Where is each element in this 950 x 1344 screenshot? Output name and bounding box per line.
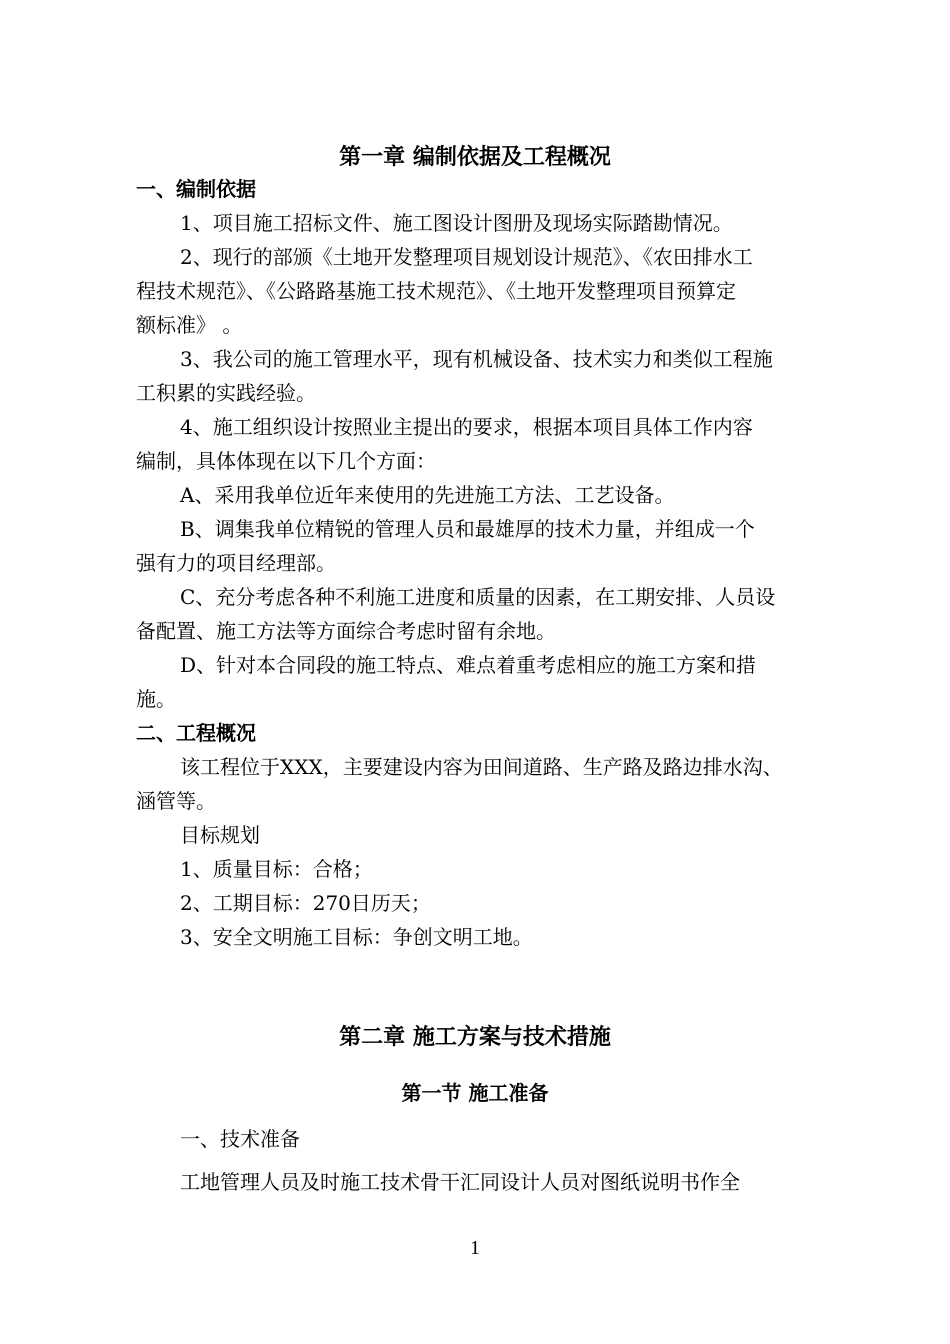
paragraph-line: 2、现行的部颁《土地开发整理项目规划设计规范》、《农田排水工 xyxy=(180,245,753,269)
paragraph-line: 1、质量目标：合格； xyxy=(180,857,373,881)
section-2-heading: 二、工程概况 xyxy=(136,721,256,745)
paragraph-line: 1、项目施工招标文件、施工图设计图册及现场实际踏勘情况。 xyxy=(180,211,733,235)
paragraph-line: B、调集我单位精锐的管理人员和最雄厚的技术力量，并组成一个 xyxy=(180,517,755,541)
paragraph-line: 程技术规范》、《公路路基施工技术规范》、《土地开发整理项目预算定 xyxy=(136,279,736,303)
section-title: 第一节 施工准备 xyxy=(401,1081,549,1105)
paragraph-line: 3、安全文明施工目标：争创文明工地。 xyxy=(180,925,533,949)
paragraph-line: 额标准》 。 xyxy=(136,313,243,337)
paragraph-line: 该工程位于XXX，主要建设内容为田间道路、生产路及路边排水沟、 xyxy=(180,755,783,779)
chapter-1-body xyxy=(136,172,826,954)
paragraph-line: 3、我公司的施工管理水平，现有机械设备、技术实力和类似工程施 xyxy=(180,347,773,371)
page-number: 1 xyxy=(470,1237,480,1259)
paragraph-line: 工积累的实践经验。 xyxy=(136,381,316,405)
paragraph-line: C、充分考虑各种不利施工进度和质量的因素，在工期安排、人员设 xyxy=(180,585,776,609)
chapter-2-title: 第二章 施工方案与技术措施 xyxy=(339,1025,611,1050)
paragraph-line: 涵管等。 xyxy=(136,789,216,813)
paragraph-line: 工地管理人员及时施工技术骨干汇同设计人员对图纸说明书作全 xyxy=(180,1170,740,1194)
paragraph-line: D、针对本合同段的施工特点、难点着重考虑相应的施工方案和措 xyxy=(180,653,757,677)
subheading: 一、技术准备 xyxy=(180,1127,300,1151)
chapter-2-paragraph xyxy=(136,1165,826,1199)
paragraph-line: 施。 xyxy=(136,687,176,711)
paragraph-line: A、采用我单位近年来使用的先进施工方法、工艺设备。 xyxy=(180,483,675,507)
chapter-2-body xyxy=(136,1122,826,1156)
paragraph-line: 目标规划 xyxy=(180,823,260,847)
paragraph-line: 2、工期目标：270日历天； xyxy=(180,891,431,915)
section-1-heading: 一、编制依据 xyxy=(136,177,256,201)
paragraph-line: 强有力的项目经理部。 xyxy=(136,551,336,575)
paragraph-line: 4、施工组织设计按照业主提出的要求，根据本项目具体工作内容 xyxy=(180,415,753,439)
chapter-1-title: 第一章 编制依据及工程概况 xyxy=(339,145,611,170)
paragraph-line: 备配置、施工方法等方面综合考虑时留有余地。 xyxy=(136,619,556,643)
paragraph-line: 编制，具体体现在以下几个方面： xyxy=(136,449,436,473)
